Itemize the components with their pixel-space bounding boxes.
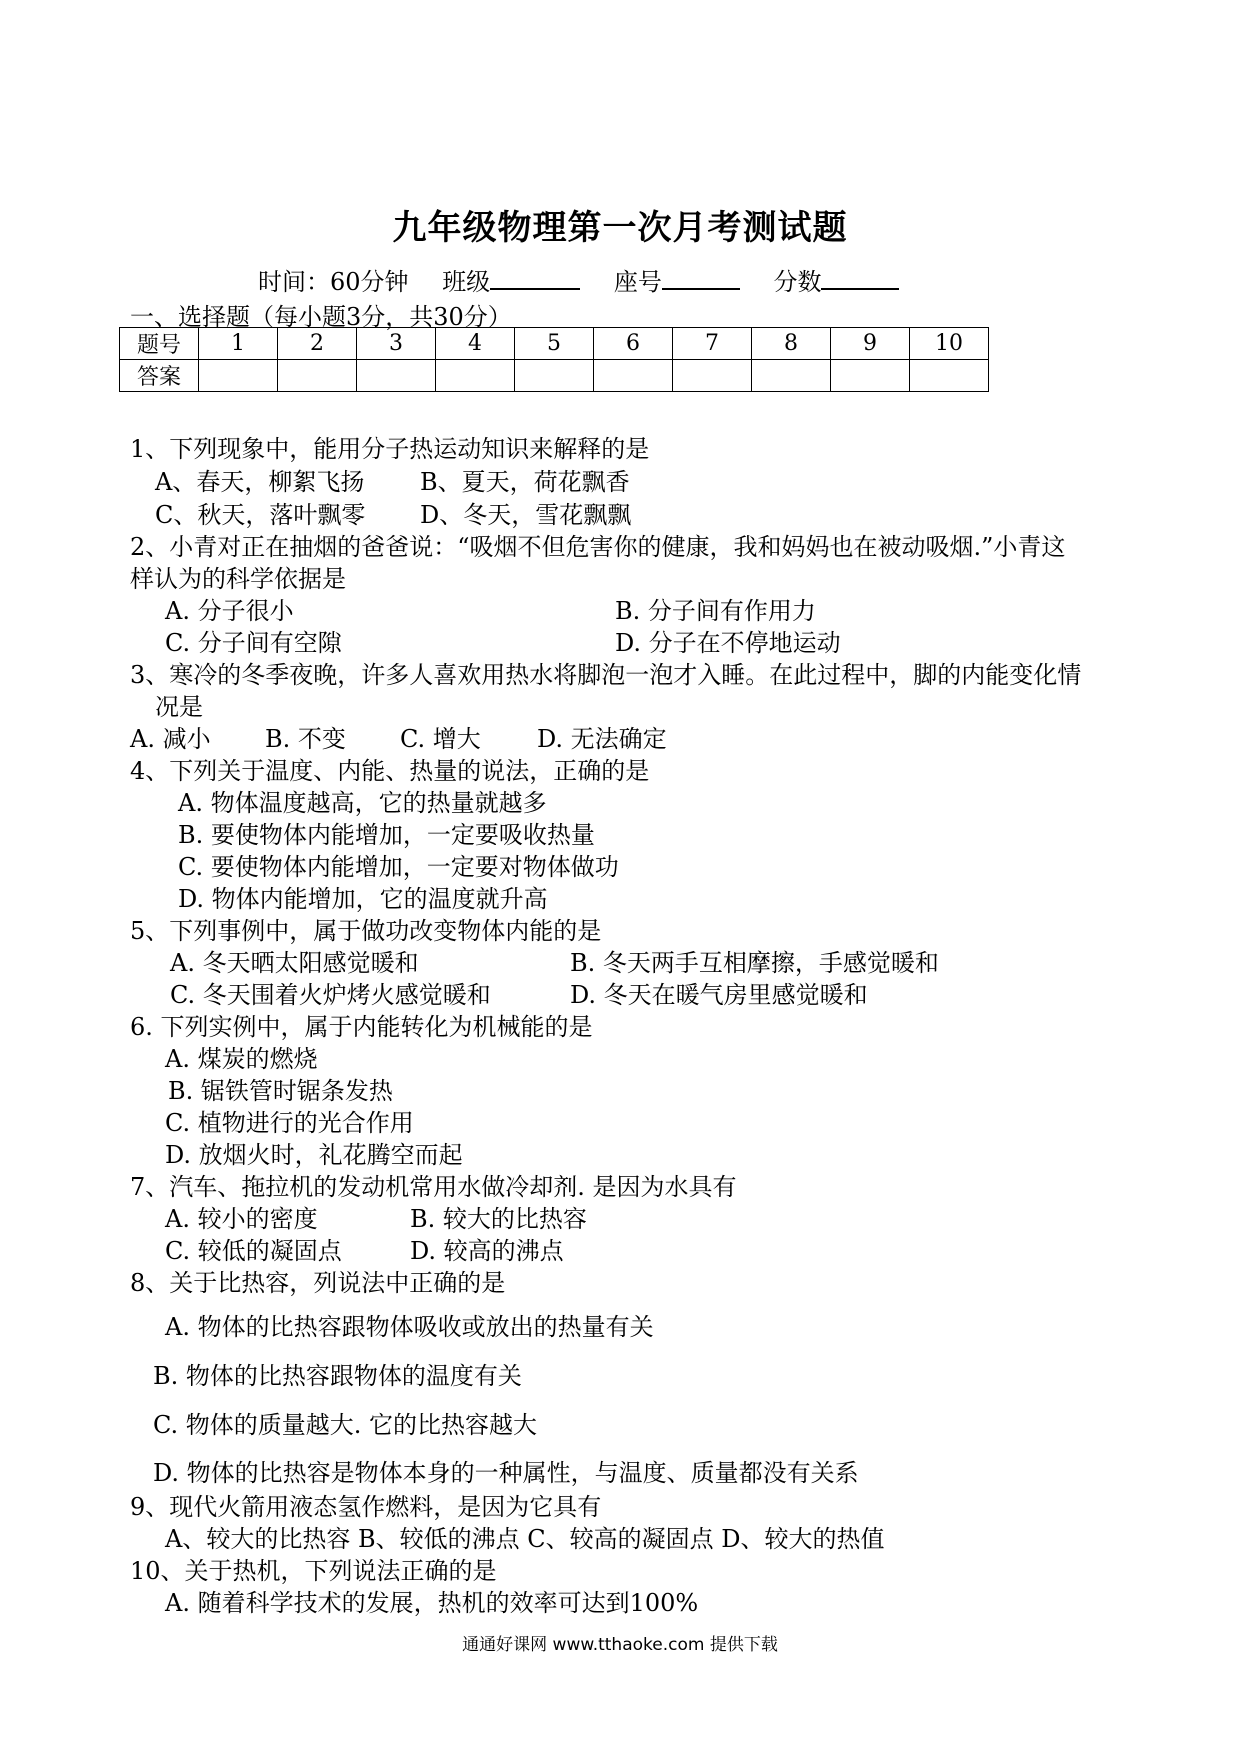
q4-option-a: A. 物体温度越高，它的热量就越多 bbox=[178, 789, 547, 817]
q3-stem-line1: 3、寒冷的冬季夜晚，许多人喜欢用热水将脚泡一泡才入睡。在此过程中，脚的内能变化情 bbox=[130, 661, 1082, 689]
q5-option-c: C. 冬天围着火炉烤火感觉暖和 bbox=[170, 981, 491, 1009]
table-cell-number: 3 bbox=[357, 328, 436, 360]
section-heading: 一、选择题（每小题3分，共30分） bbox=[130, 303, 512, 331]
seat-blank[interactable] bbox=[662, 266, 740, 290]
table-header-number: 题号 bbox=[120, 328, 199, 360]
answer-cell[interactable] bbox=[673, 360, 752, 392]
q9-stem: 9、现代火箭用液态氢作燃料，是因为它具有 bbox=[130, 1493, 602, 1521]
q5-option-d: D. 冬天在暖气房里感觉暖和 bbox=[570, 981, 868, 1009]
q3-option-c: C. 增大 bbox=[400, 725, 481, 753]
q1-option-a: A、春天，柳絮飞扬 bbox=[155, 468, 365, 496]
table-cell-number: 10 bbox=[910, 328, 989, 360]
answer-cell[interactable] bbox=[910, 360, 989, 392]
answer-cell[interactable] bbox=[594, 360, 673, 392]
q7-option-b: B. 较大的比热容 bbox=[410, 1205, 587, 1233]
exam-info-line bbox=[258, 262, 899, 297]
q5-stem: 5、下列事例中，属于做功改变物体内能的是 bbox=[130, 917, 602, 945]
table-cell-number: 8 bbox=[752, 328, 831, 360]
table-cell-number: 1 bbox=[199, 328, 278, 360]
q8-stem: 8、关于比热容，列说法中正确的是 bbox=[130, 1269, 506, 1297]
table-cell-number: 4 bbox=[436, 328, 515, 360]
q1-option-c: C、秋天，落叶飘零 bbox=[155, 501, 366, 529]
class-blank[interactable] bbox=[490, 266, 580, 290]
q4-option-c: C. 要使物体内能增加，一定要对物体做功 bbox=[178, 853, 619, 881]
q7-option-a: A. 较小的密度 bbox=[165, 1205, 318, 1233]
q4-option-b: B. 要使物体内能增加，一定要吸收热量 bbox=[178, 821, 595, 849]
answer-cell[interactable] bbox=[278, 360, 357, 392]
q1-option-b: B、夏天，荷花飘香 bbox=[420, 468, 630, 496]
q1-stem: 1、下列现象中，能用分子热运动知识来解释的是 bbox=[130, 435, 650, 463]
q6-option-c: C. 植物进行的光合作用 bbox=[165, 1109, 414, 1137]
q6-option-d: D. 放烟火时，礼花腾空而起 bbox=[165, 1141, 463, 1169]
table-header-answer: 答案 bbox=[120, 360, 199, 392]
q3-option-b: B. 不变 bbox=[265, 725, 346, 753]
q2-stem-line1: 2、小青对正在抽烟的爸爸说：“吸烟不但危害你的健康，我和妈妈也在被动吸烟.”小青这 bbox=[130, 533, 1066, 561]
score-label: 分数 bbox=[773, 268, 822, 296]
footer-text: 通通好课网 www.tthaoke.com 提供下载 bbox=[462, 1635, 778, 1655]
q1-option-d: D、冬天，雪花飘飘 bbox=[420, 501, 632, 529]
q7-stem: 7、汽车、拖拉机的发动机常用水做冷却剂. 是因为水具有 bbox=[130, 1173, 737, 1201]
table-row-numbers bbox=[120, 328, 989, 360]
q3-option-a: A. 减小 bbox=[130, 725, 211, 753]
q4-stem: 4、下列关于温度、内能、热量的说法，正确的是 bbox=[130, 757, 650, 785]
page-title: 九年级物理第一次月考测试题 bbox=[392, 208, 848, 248]
q6-option-b: B. 锯铁管时锯条发热 bbox=[168, 1077, 393, 1105]
table-cell-number: 9 bbox=[831, 328, 910, 360]
q3-option-d: D. 无法确定 bbox=[537, 725, 667, 753]
answer-cell[interactable] bbox=[831, 360, 910, 392]
q5-option-a: A. 冬天晒太阳感觉暖和 bbox=[170, 949, 419, 977]
answer-cell[interactable] bbox=[752, 360, 831, 392]
q9-options: A、较大的比热容 B、较低的沸点 C、较高的凝固点 D、较大的热值 bbox=[165, 1525, 885, 1553]
q8-option-c: C. 物体的质量越大. 它的比热容越大 bbox=[153, 1411, 538, 1439]
answer-cell[interactable] bbox=[199, 360, 278, 392]
q10-option-a: A. 随着科学技术的发展，热机的效率可达到100% bbox=[165, 1589, 699, 1617]
q2-stem-line2: 样认为的科学依据是 bbox=[130, 565, 346, 593]
answer-cell[interactable] bbox=[357, 360, 436, 392]
q7-option-d: D. 较高的沸点 bbox=[410, 1237, 564, 1265]
q2-option-c: C. 分子间有空隙 bbox=[165, 629, 342, 657]
q5-option-b: B. 冬天两手互相摩擦，手感觉暖和 bbox=[570, 949, 939, 977]
q6-option-a: A. 煤炭的燃烧 bbox=[165, 1045, 318, 1073]
q8-option-b: B. 物体的比热容跟物体的温度有关 bbox=[153, 1362, 522, 1390]
table-cell-number: 6 bbox=[594, 328, 673, 360]
answer-cell[interactable] bbox=[515, 360, 594, 392]
q3-stem-line2: 况是 bbox=[155, 693, 203, 721]
q8-option-a: A. 物体的比热容跟物体吸收或放出的热量有关 bbox=[165, 1313, 654, 1341]
table-cell-number: 7 bbox=[673, 328, 752, 360]
seat-label: 座号 bbox=[613, 268, 662, 296]
q10-stem: 10、关于热机，下列说法正确的是 bbox=[130, 1557, 497, 1585]
q2-option-d: D. 分子在不停地运动 bbox=[615, 629, 841, 657]
table-cell-number: 2 bbox=[278, 328, 357, 360]
table-row-answers bbox=[120, 360, 989, 392]
table-cell-number: 5 bbox=[515, 328, 594, 360]
q4-option-d: D. 物体内能增加，它的温度就升高 bbox=[178, 885, 548, 913]
q8-option-d: D. 物体的比热容是物体本身的一种属性，与温度、质量都没有关系 bbox=[153, 1459, 859, 1487]
q7-option-c: C. 较低的凝固点 bbox=[165, 1237, 342, 1265]
answer-cell[interactable] bbox=[436, 360, 515, 392]
class-label: 班级 bbox=[442, 268, 491, 296]
score-blank[interactable] bbox=[821, 266, 899, 290]
q2-option-b: B. 分子间有作用力 bbox=[615, 597, 816, 625]
answer-table bbox=[119, 327, 989, 392]
time-label: 时间：60分钟 bbox=[258, 268, 409, 296]
q6-stem: 6. 下列实例中，属于内能转化为机械能的是 bbox=[130, 1013, 593, 1041]
q2-option-a: A. 分子很小 bbox=[165, 597, 294, 625]
